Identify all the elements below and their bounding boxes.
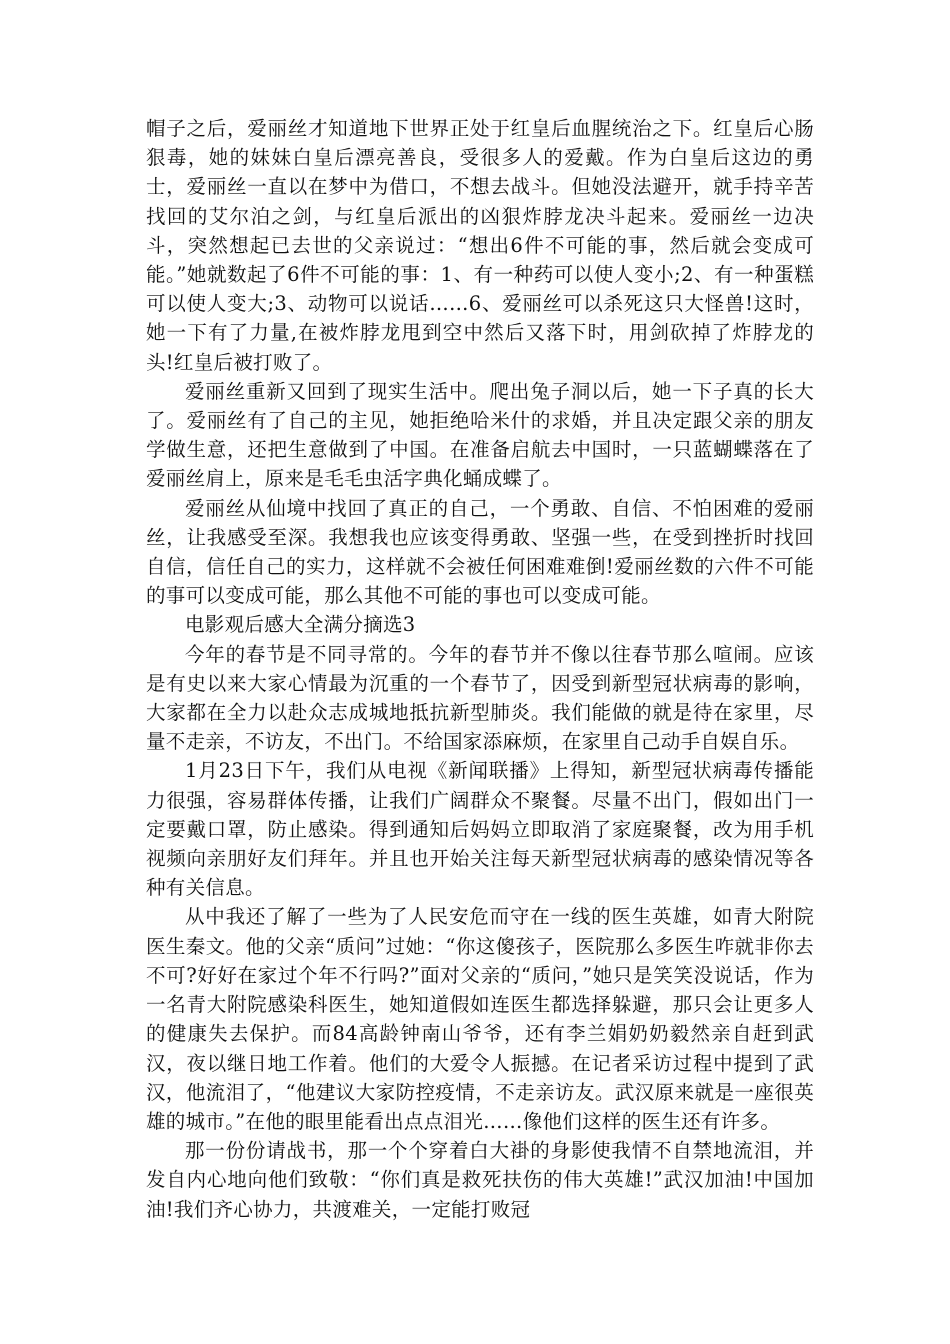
paragraph-medical-heroes: 从中我还了解了一些为了人民安危而守在一线的医生英雄，如青大附院医生秦文。他的父亲“质问”过她：“你这傻孩子，医院那么多医生咋就非你去不可?好好在家过个年不行吗?”面对父亲的“质问，”她只是笑笑没说话，作为一名青大附院感染科医生，她知道假如连医生都选择躲避，那只会让更多人的健康失去保护。而84高龄钟南山爷爷，还有李兰娟奶奶毅然亲自赶到武汉，夜以继日地工作着。他们的大爱令人振撼。在记者采访过程中提到了武汉，他流泪了，“他建议大家防控疫情，不走亲访友。武汉原来就是一座很英雄的城市。”在他的眼里能看出点点泪光……像他们这样的医生还有许多。 xyxy=(146,905,814,1133)
paragraph-alice-reflection: 爱丽丝从仙境中找回了真正的自己，一个勇敢、自信、不怕困难的爱丽丝，让我感受至深。我想我也应该变得勇敢、坚强一些，在受到挫折时找回自信，信任自己的实力，这样就不会被任何困难难倒!爱丽丝数的六件不可能的事可以变成可能，那么其他不可能的事也可以变成可能。 xyxy=(146,496,814,608)
paragraph-news-broadcast: 1月23日下午，我们从电视《新闻联播》上得知，新型冠状病毒传播能力很强，容易群体传播，让我们广阔群众不聚餐。尽量不出门，假如出门一定要戴口罩，防止感染。得到通知后妈妈立即取消了家庭聚餐，改为用手机视频向亲朋好友们拜年。并且也开始关注每天新型冠状病毒的感染情况等各种有关信息。 xyxy=(146,759,814,900)
section-heading: 电影观后感大全满分摘选3 xyxy=(185,613,416,637)
paragraph-petitions: 那一份份请战书，那一个个穿着白大褂的身影使我情不自禁地流泪，并发自内心地向他们致敬：“你们真是救死扶伤的伟大英雄!”武汉加油!中国加油!我们齐心协力，共渡难关，一定能打败冠 xyxy=(146,1139,814,1221)
document-page xyxy=(146,114,814,1224)
paragraph-continuation: 帽子之后，爱丽丝才知道地下世界正处于红皇后血腥统治之下。红皇后心肠狠毒，她的妹妹白皇后漂亮善良，受很多人的爱戴。作为白皇后这边的勇士，爱丽丝一直以在梦中为借口，不想去战斗。但她没法避开，就手持辛苦找回的艾尔泊之剑，与红皇后派出的凶狠炸脖龙决斗起来。爱丽丝一边决斗，突然想起已去世的父亲说过：“想出6件不可能的事，然后就会变成可能。”她就数起了6件不可能的事：1、有一种药可以使人变小;2、有一种蛋糕可以使人变大;3、动物可以说话……6、爱丽丝可以杀死这只大怪兽!这时，她一下有了力量,在被炸脖龙甩到空中然后又落下时，用剑砍掉了炸脖龙的头!红皇后被打败了。 xyxy=(146,117,814,374)
paragraph-alice-return: 爱丽丝重新又回到了现实生活中。爬出兔子洞以后，她一下子真的长大了。爱丽丝有了自己的主见，她拒绝哈米什的求婚，并且决定跟父亲的朋友学做生意，还把生意做到了中国。在准备启航去中国时，一只蓝蝴蝶落在了爱丽丝肩上，原来是毛毛虫活字典化蛹成蝶了。 xyxy=(146,379,814,491)
paragraph-spring-festival: 今年的春节是不同寻常的。今年的春节并不像以往春节那么喧闹。应该是有史以来大家心情最为沉重的一个春节了，因受到新型冠状病毒的影响，大家都在全力以赴众志成城地抵抗新型肺炎。我们能做的就是待在家里，尽量不走亲，不访友，不出门。不给国家添麻烦，在家里自己动手自娱自乐。 xyxy=(146,642,814,754)
